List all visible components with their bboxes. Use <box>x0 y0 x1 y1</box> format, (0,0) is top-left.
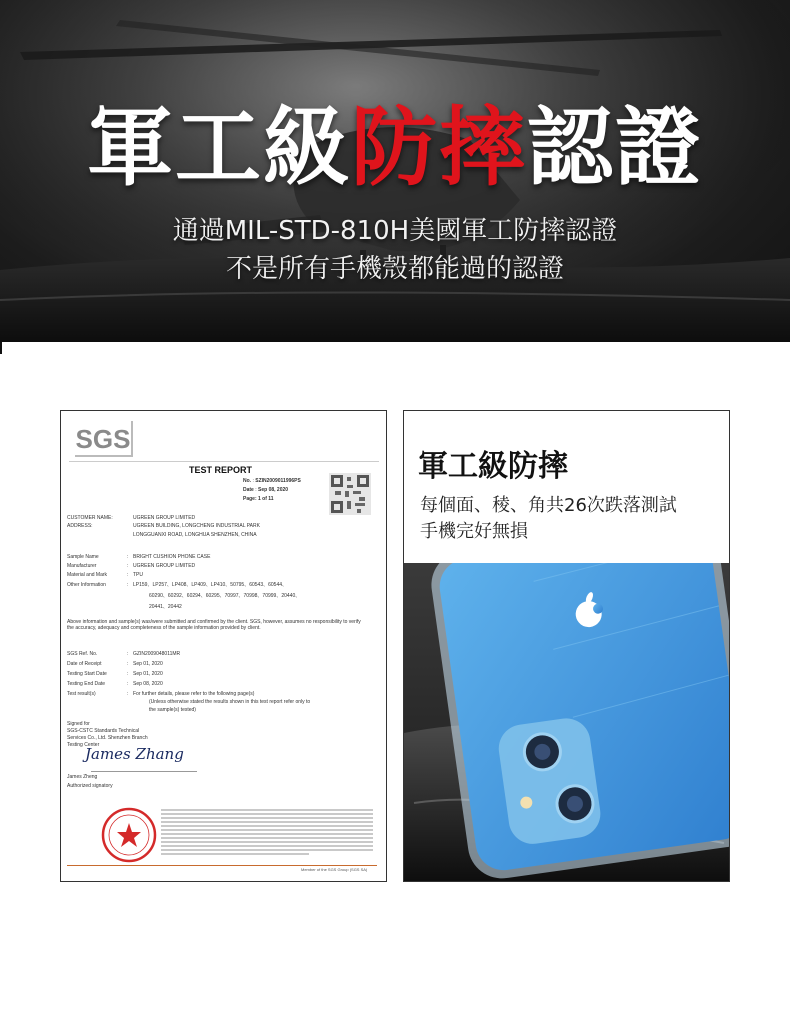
hero-title-part-2: 認證 <box>527 98 703 198</box>
material-row: Material and Mark : TPU <box>67 572 143 578</box>
sgs-test-report-image <box>60 410 387 882</box>
sgs-logo: SGS <box>75 421 133 457</box>
receipt-date-row: Date of Receipt : Sep 01, 2020 <box>67 661 163 667</box>
start-date-row: Testing Start Date : Sep 01, 2020 <box>67 671 163 677</box>
customer-name-row: CUSTOMER NAME: UGREEN GROUP LIMITED <box>67 515 196 521</box>
official-stamp <box>101 807 157 863</box>
handwritten-signature: James Zhang <box>85 745 184 763</box>
hero-subtitle-line-1: 通過MIL-STD-810H美國軍工防摔認證 <box>172 216 618 246</box>
other-info-row-2: 60290、60292、60294、60295、70997、70998、70999、20440、 <box>149 593 301 599</box>
hero-subtitle-line-2: 不是所有手機殼都能過的認證 <box>225 254 564 284</box>
footer-rule <box>67 865 377 866</box>
test-result-row-2: (Unless otherwise stated the results shown in this test report refer only to <box>149 699 311 705</box>
banner-edge-mark <box>0 342 2 354</box>
footer-text: Member of the SGS Group (SGS SA) <box>301 867 368 872</box>
report-date: Date : Sep 08, 2020 <box>243 487 289 493</box>
sgs-ref-row: SGS Ref. No. : GZIN2009048011MR <box>67 651 181 657</box>
address-row-2: LONGGUANXI ROAD, LONGHUA SHENZHEN, CHINA <box>133 532 257 538</box>
signature-line <box>91 771 197 772</box>
test-result-row-3: the sample(s) tested) <box>149 707 196 713</box>
signed-for-line-3: Services Co., Ltd. Shenzhen Branch <box>67 735 148 741</box>
other-info-row: Other Information : LP159、LP257、LP408、LP409、LP410、50795、60543、60544、 <box>67 582 288 588</box>
other-info-row-3: 20441、20442 <box>149 604 182 610</box>
signer-title: Authorized signatory <box>67 783 113 789</box>
sample-name-row: Sample Name : BRIGHT CUSHION PHONE CASE <box>67 554 211 560</box>
hero-title-highlight: 防摔 <box>351 98 527 198</box>
qr-code <box>329 473 371 515</box>
report-title: TEST REPORT <box>189 465 253 475</box>
test-result-row: Test result(s) : For further details, please refer to the following page(s) <box>67 691 255 697</box>
phone-case-photo <box>404 563 729 881</box>
panel-text-line-1: 每個面、稜、角共26次跌落測試 <box>420 495 677 516</box>
report-page: Page: 1 of 11 <box>243 496 274 502</box>
drop-test-panel <box>403 410 730 882</box>
hero-title-part-1: 軍工級 <box>87 98 351 198</box>
disclaimer-text: Above information and sample(s) was/were submitted and confirmed by the client. SGS, however, assumes no responsibility to verify the accuracy, adequacy and completeness of the sample information provided by client. <box>67 619 361 631</box>
end-date-row: Testing End Date : Sep 08, 2020 <box>67 681 163 687</box>
signed-for-line-4: Testing Center <box>67 742 100 748</box>
report-number: No. : SZIN2009011996PS <box>243 478 301 484</box>
signer-name: James Zheng <box>67 774 98 780</box>
signed-for-line-1: Signed for <box>67 721 90 727</box>
manufacturer-row: Manufacturer : UGREEN GROUP LIMITED <box>67 563 196 569</box>
hero-banner <box>0 0 790 342</box>
address-row: ADDRESS: UGREEN BUILDING, LONGCHENG INDUSTRIAL PARK <box>67 523 260 529</box>
fine-print-terms <box>161 809 373 857</box>
panel-title: 軍工級防摔 <box>418 449 568 484</box>
panel-text-line-2: 手機完好無損 <box>420 521 528 542</box>
hero-title <box>0 78 790 202</box>
signed-for-line-2: SGS-CSTC Standards Technical <box>67 728 140 734</box>
